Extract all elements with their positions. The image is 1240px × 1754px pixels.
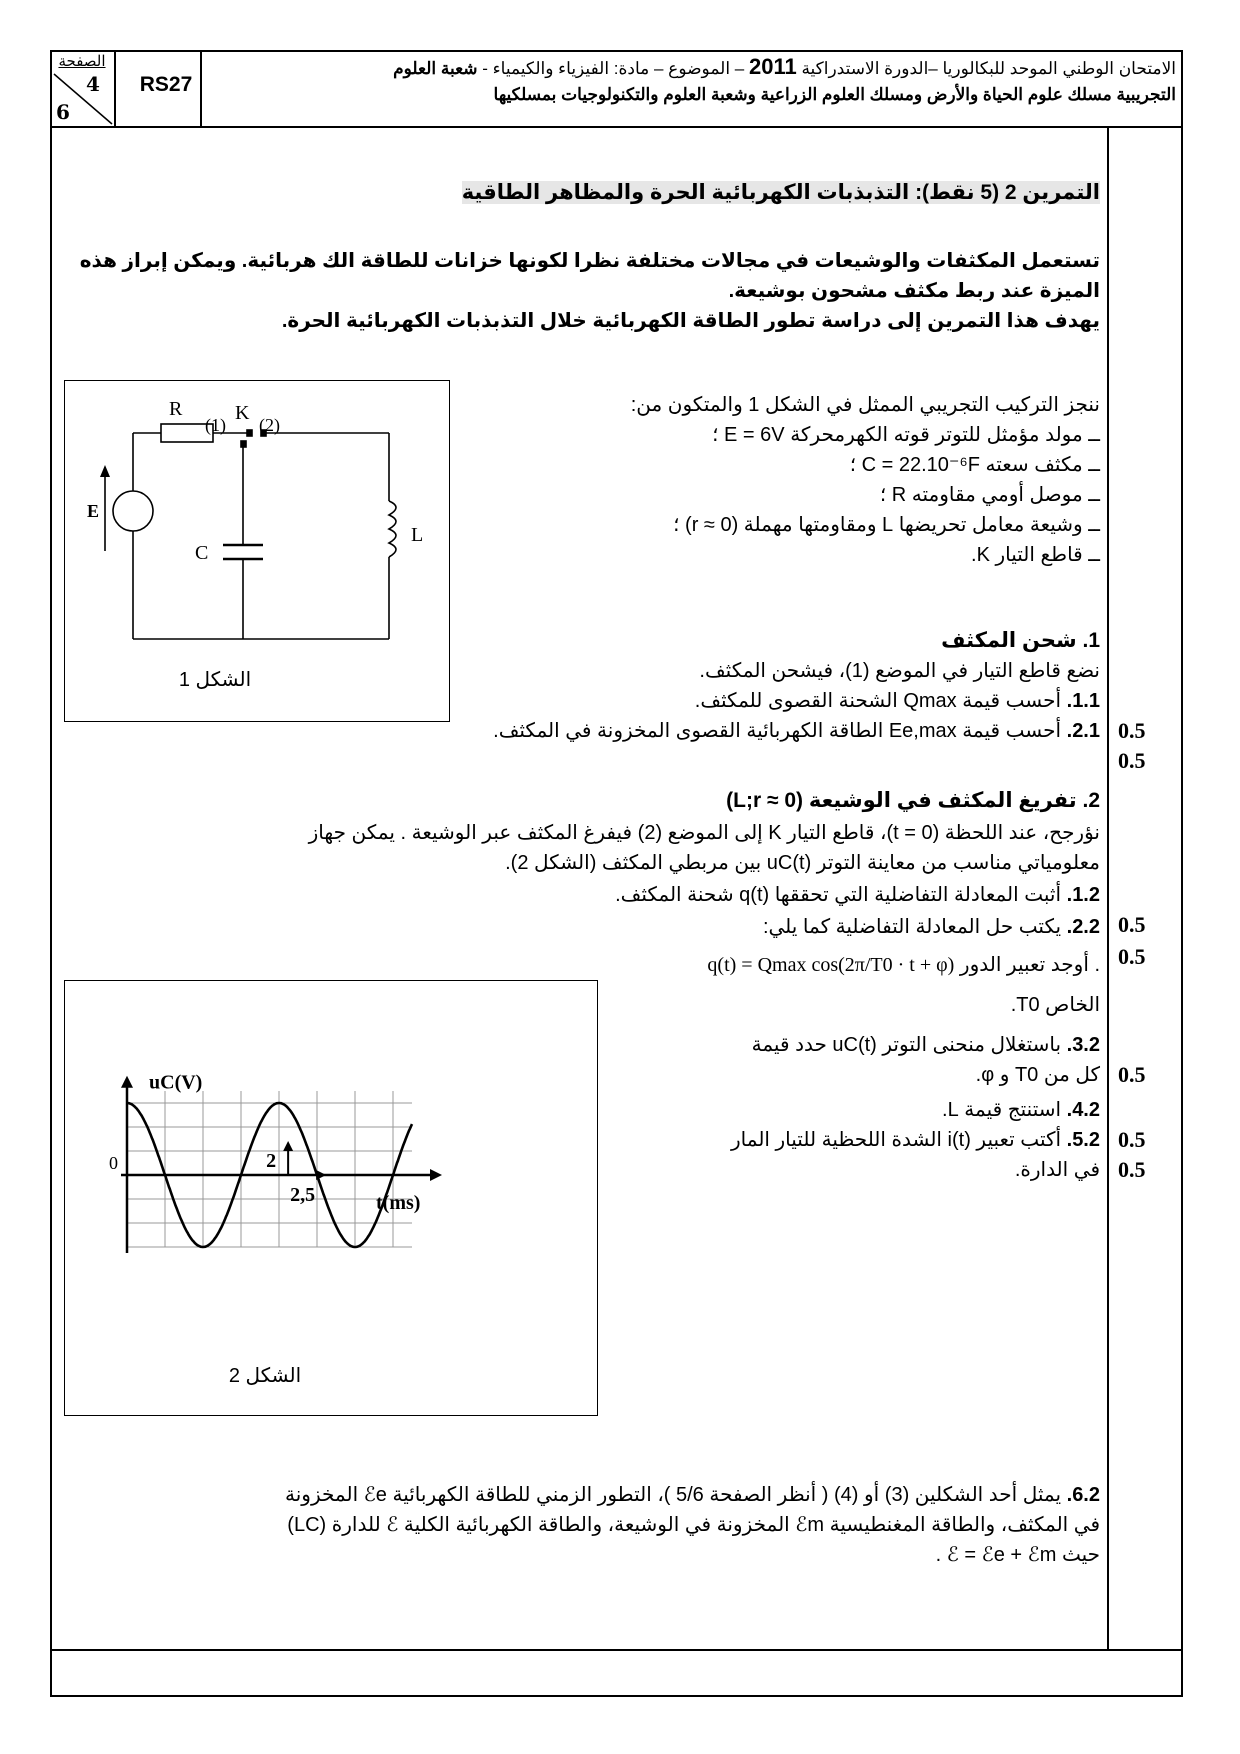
question-2-6-line-2: في المكثف، والطاقة المغنطيسية ℰm المخزونة في الوشيعة، والطاقة الكهربائية الكلية ℰ للدارة (LC) [287, 1514, 1100, 1536]
question-2-6-line-3: حيث ℰ = ℰe + ℰm . [935, 1544, 1100, 1566]
part-2-text-2: معلومياتي مناسب من معاينة التوتر uC(t) بين مربطي المكثف (الشكل 2). [505, 852, 1100, 874]
page-number-box [50, 50, 114, 126]
intro-line-3: يهدف هذا التمرين إلى دراسة تطور الطاقة الكهربائية خلال التذبذبات الكهربائية الحرة. [281, 310, 1100, 332]
part-1-title: 1. شحن المكثف [941, 629, 1100, 652]
points-2-3: 0.5 [1118, 1062, 1146, 1087]
figure-1 [64, 380, 450, 722]
page-label: الصفحة [58, 53, 106, 70]
scale-y-arrow [283, 1141, 293, 1151]
question-1-2: 2.1. أحسب قيمة Ee,max الطاقة الكهربائية القصوى المخزونة في المكثف. [493, 720, 1100, 742]
x-axis-label: t(ms) [376, 1192, 421, 1214]
label-pos-1: (1) [205, 415, 226, 435]
footer-rule [50, 1649, 1183, 1651]
question-2-5: 5.2. أكتب تعبير i(t) الشدة اللحظية للتيار المار [731, 1129, 1100, 1151]
points-2-4: 0.5 [1118, 1127, 1146, 1152]
label-l: L [411, 524, 424, 546]
points-2-2: 0.5 [1118, 944, 1146, 969]
question-1-1: 1.1. أحسب قيمة Qmax الشحنة القصوى للمكثف. [694, 690, 1100, 712]
header-line-2: التجريبية مسلك علوم الحياة والأرض ومسلك العلوم الزراعية وشعبة العلوم والتكنولوجيات بمسلكيها [493, 85, 1176, 104]
header-title: الامتحان الوطني الموحد للبكالوريا –الدورة الاستدراكية [801, 59, 1176, 78]
setup-item: ــ مولد مؤمثل للتوتر قوته الكهرمحركة E = 6V ؛ [712, 424, 1100, 446]
scale-y-label: 2 [266, 1150, 277, 1172]
scale-x-label: 2,5 [290, 1184, 316, 1206]
figure-2 [64, 980, 598, 1416]
intro-line-1: تستعمل المكثفات والوشيعات في مجالات مختلفة نظرا لكونها خزانات للطاقة الك هربائية. ويمكن إبراز هذه [79, 250, 1100, 272]
scale-x-arrow [316, 1170, 326, 1180]
y-axis-arrow [121, 1076, 133, 1088]
question-2-2-formula-line: . أوجد تعبير الدور q(t) = Qmax cos(2π/T0 · t + φ) [707, 954, 1100, 976]
exam-code: RS27 [139, 73, 193, 96]
question-2-5-end: في الدارة. [1014, 1159, 1100, 1181]
part-1-text: نضع قاطع التيار في الموضع (1)، فيشحن المكثف. [699, 660, 1100, 682]
header-year: 2011 [748, 54, 797, 79]
label-c: C [195, 542, 209, 564]
figure-1-caption: الشكل 1 [178, 669, 252, 691]
intro-line-2: الميزة عند ربط مكثف مشحون بوشيعة. [728, 280, 1100, 302]
header-branch: شعبة العلوم [393, 59, 478, 78]
y-axis-label: uC(V) [149, 1071, 203, 1094]
question-2-4: 4.2. استنتج قيمة L. [942, 1099, 1100, 1121]
generator-symbol [113, 491, 153, 531]
setup-item: ــ وشيعة معامل تحريضها L ومقاومتها مهملة (r ≈ 0) ؛ [673, 514, 1100, 536]
page-total: 6 [56, 100, 70, 124]
exercise-title: التمرين 2 (5 نقط): التذبذبات الكهربائية الحرة والمظاهر الطاقية [461, 181, 1100, 204]
question-2-3-end: كل من T0 و φ. [975, 1064, 1100, 1086]
switch-k [241, 441, 246, 447]
setup-lead: ننجز التركيب التجريبي الممثل في الشكل 1 والمتكون من: [630, 394, 1100, 416]
setup-item: ــ قاطع التيار K. [971, 544, 1100, 566]
figure-2-caption: الشكل 2 [228, 1365, 302, 1387]
question-2-1: 1.2. أثبت المعادلة التفاضلية التي تحققها q(t) شحنة المكثف. [615, 884, 1100, 906]
label-r: R [169, 398, 183, 420]
formula-q: q(t) = Qmax cos(2π/T0 · t + φ) [707, 954, 955, 976]
label-k: K [235, 402, 250, 424]
points-2-5: 0.5 [1118, 1157, 1146, 1182]
question-2-6: 6.2. يمثل أحد الشكلين (3) أو (4) ( أنظر الصفحة 5/6 )، التطور الزمني للطاقة الكهربائية ℰe المخزونة [285, 1484, 1100, 1506]
question-2-3: 3.2. باستغلال منحنى التوتر uC(t) حدد قيمة [751, 1034, 1100, 1056]
points-1-1: 0.5 [1118, 718, 1146, 743]
x-axis-arrow [430, 1169, 442, 1181]
points-2-1: 0.5 [1118, 912, 1146, 937]
points-1-2: 0.5 [1118, 748, 1146, 773]
setup-item: ــ مكثف سعته C = 22.10⁻⁶F ؛ [849, 454, 1100, 476]
header-line-1 [210, 54, 1176, 82]
uc-chart [65, 981, 599, 1417]
question-2-2: 2.2. يكتب حل المعادلة التفاضلية كما يلي: [762, 916, 1100, 938]
origin-label: 0 [109, 1153, 118, 1173]
inductor-symbol [389, 501, 396, 557]
header-subject: – الموضوع – مادة: الفيزياء والكيمياء - [482, 59, 745, 78]
label-e: E [87, 501, 100, 521]
label-pos-2: (2) [259, 415, 280, 435]
part-2-title: 2. تفريغ المكثف في الوشيعة (L;r ≈ 0) [726, 789, 1100, 812]
page-number: 4 [86, 72, 100, 96]
points-column-divider [1107, 128, 1109, 1649]
setup-item: ــ موصل أومي مقاومته R ؛ [879, 484, 1100, 506]
question-2-2-end: الخاص T0. [1010, 994, 1100, 1016]
part-2-text-1: نؤرجح، عند اللحظة (t = 0)، قاطع التيار K إلى الموضع (2) فيفرغ المكثف عبر الوشيعة . يمكن جهاز [308, 822, 1100, 844]
header [50, 50, 1183, 128]
